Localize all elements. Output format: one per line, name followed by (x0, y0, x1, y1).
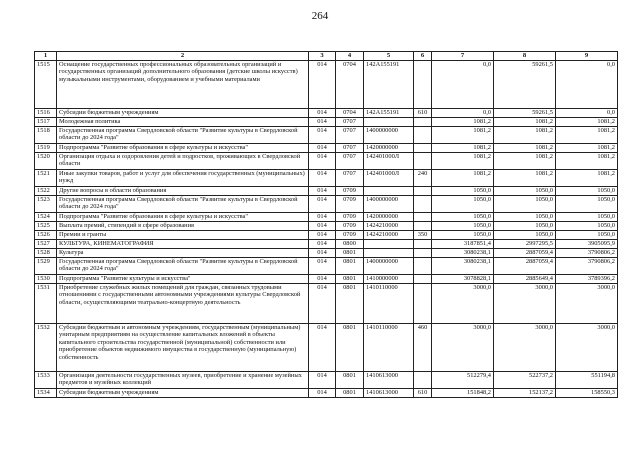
table-row (35, 284, 618, 324)
cell-name: Другие вопросы в области образования (57, 187, 309, 196)
cell-v9: 0,0 (556, 61, 618, 109)
cell-n: 1516 (35, 109, 57, 118)
cell-n: 1517 (35, 118, 57, 127)
cell-n: 1515 (35, 61, 57, 109)
cell-c6: 610 (414, 389, 432, 398)
cell-c4: 0709 (336, 231, 364, 240)
cell-name: Культура (57, 249, 309, 258)
cell-name: Иные закупки товаров, работ и услуг для обеспечения государственных (муниципальных) нужд (57, 170, 309, 187)
cell-c4: 0707 (336, 153, 364, 170)
cell-c4: 0801 (336, 389, 364, 398)
cell-n: 1519 (35, 144, 57, 153)
table-row (35, 389, 618, 398)
cell-v7: 1050,0 (432, 231, 494, 240)
cell-v7: 151848,2 (432, 389, 494, 398)
table-row (35, 240, 618, 249)
cell-c5: 1424210000 (364, 222, 414, 231)
cell-c3: 014 (309, 109, 336, 118)
cell-c6 (414, 127, 432, 144)
cell-c3: 014 (309, 222, 336, 231)
cell-v9: 1050,0 (556, 222, 618, 231)
cell-c6 (414, 284, 432, 324)
cell-v9: 1050,0 (556, 231, 618, 240)
cell-name: Субсидии бюджетным учреждениям (57, 109, 309, 118)
cell-n: 1528 (35, 249, 57, 258)
cell-c6 (414, 187, 432, 196)
cell-v7: 512279,4 (432, 372, 494, 389)
cell-v9: 3790806,2 (556, 258, 618, 275)
cell-c5: 1410613000 (364, 372, 414, 389)
table-row (35, 231, 618, 240)
column-header-9: 9 (556, 52, 618, 61)
cell-n: 1529 (35, 258, 57, 275)
column-header-5: 5 (364, 52, 414, 61)
cell-c6 (414, 61, 432, 109)
cell-c5: 1420000000 (364, 144, 414, 153)
cell-c3: 014 (309, 153, 336, 170)
cell-v8: 2997295,5 (494, 240, 556, 249)
cell-c6 (414, 372, 432, 389)
cell-v7: 1050,0 (432, 213, 494, 222)
cell-c4: 0709 (336, 187, 364, 196)
cell-c5 (364, 118, 414, 127)
cell-c5: 1424210000 (364, 231, 414, 240)
cell-v9: 3000,0 (556, 324, 618, 372)
cell-v9: 0,0 (556, 109, 618, 118)
cell-c3: 014 (309, 170, 336, 187)
table-row (35, 127, 618, 144)
cell-n: 1534 (35, 389, 57, 398)
cell-v9: 1081,2 (556, 127, 618, 144)
cell-c3: 014 (309, 231, 336, 240)
table-row (35, 213, 618, 222)
cell-v9: 1081,2 (556, 170, 618, 187)
table-row (35, 153, 618, 170)
cell-c5: 1410110000 (364, 284, 414, 324)
cell-name: КУЛЬТУРА, КИНЕМАТОГРАФИЯ (57, 240, 309, 249)
cell-v7: 3000,0 (432, 284, 494, 324)
cell-c4: 0801 (336, 284, 364, 324)
table-row (35, 61, 618, 109)
cell-n: 1531 (35, 284, 57, 324)
cell-n: 1524 (35, 213, 57, 222)
cell-v7: 3187851,4 (432, 240, 494, 249)
cell-c4: 0800 (336, 240, 364, 249)
table-row (35, 144, 618, 153)
cell-c6: 460 (414, 324, 432, 372)
cell-name: Молодежная политика (57, 118, 309, 127)
cell-c6: 610 (414, 109, 432, 118)
cell-c5 (364, 249, 414, 258)
cell-name: Приобретение служебных жилых помещений для граждан, связанных трудовыми отношениями с государственными автономными учреждениями культуры Свердловской области, осуществляющими театрально-концертную деятельность (57, 284, 309, 324)
cell-v9: 3000,0 (556, 284, 618, 324)
column-header-8: 8 (494, 52, 556, 61)
cell-c3: 014 (309, 284, 336, 324)
budget-table (34, 51, 618, 398)
cell-n: 1518 (35, 127, 57, 144)
cell-c6 (414, 249, 432, 258)
cell-c5: 142A155191 (364, 109, 414, 118)
cell-c4: 0801 (336, 258, 364, 275)
cell-name: Подпрограмма "Развитие образования в сфере культуры и искусства" (57, 213, 309, 222)
cell-c5 (364, 187, 414, 196)
cell-v8: 1050,0 (494, 213, 556, 222)
cell-v9: 3789396,2 (556, 275, 618, 284)
cell-v7: 1081,2 (432, 127, 494, 144)
cell-v7: 1081,2 (432, 144, 494, 153)
cell-v7: 1050,0 (432, 187, 494, 196)
cell-c3: 014 (309, 249, 336, 258)
cell-name: Премии и гранты (57, 231, 309, 240)
cell-n: 1521 (35, 170, 57, 187)
cell-v8: 2887059,4 (494, 249, 556, 258)
column-header-3: 3 (309, 52, 336, 61)
column-header-2: 2 (57, 52, 309, 61)
column-header-6: 6 (414, 52, 432, 61)
cell-v7: 3080238,1 (432, 258, 494, 275)
cell-c5: 1420000000 (364, 213, 414, 222)
cell-v8: 522737,2 (494, 372, 556, 389)
cell-c6 (414, 240, 432, 249)
cell-v9: 551194,8 (556, 372, 618, 389)
cell-c5 (364, 240, 414, 249)
cell-v9: 3905095,9 (556, 240, 618, 249)
cell-c6: 240 (414, 170, 432, 187)
cell-c5: 1400000000 (364, 127, 414, 144)
cell-c6 (414, 275, 432, 284)
cell-c6 (414, 196, 432, 213)
cell-v8: 59261,5 (494, 61, 556, 109)
cell-c4: 0709 (336, 213, 364, 222)
cell-v7: 3080238,1 (432, 249, 494, 258)
cell-name: Организация отдыха и оздоровления детей и подростков, проживающих в Свердловской области (57, 153, 309, 170)
cell-n: 1522 (35, 187, 57, 196)
cell-v8: 2885649,4 (494, 275, 556, 284)
cell-v8: 1081,2 (494, 127, 556, 144)
table-row (35, 275, 618, 284)
table-row (35, 249, 618, 258)
cell-n: 1525 (35, 222, 57, 231)
cell-n: 1533 (35, 372, 57, 389)
cell-name: Субсидии бюджетным и автономным учреждениям, государственным (муниципальным) унитарным предприятиям на осуществление капитальных вложений в объекты капитального строительства государственной (муниципальной) собственности или приобретение объектов недвижимого имущества в государственную (муниципальную) собственность (57, 324, 309, 372)
cell-c6 (414, 118, 432, 127)
cell-name: Подпрограмма "Развитие культуры и искусства" (57, 275, 309, 284)
cell-v9: 1050,0 (556, 196, 618, 213)
cell-v7: 3000,0 (432, 324, 494, 372)
cell-v9: 1081,2 (556, 118, 618, 127)
table-body (35, 61, 618, 398)
cell-c4: 0704 (336, 61, 364, 109)
cell-c4: 0801 (336, 249, 364, 258)
cell-c5: 1400000000 (364, 196, 414, 213)
cell-v7: 0,0 (432, 109, 494, 118)
cell-c6 (414, 258, 432, 275)
cell-name: Субсидии бюджетным учреждениям (57, 389, 309, 398)
cell-c3: 014 (309, 127, 336, 144)
cell-c4: 0704 (336, 109, 364, 118)
cell-c3: 014 (309, 61, 336, 109)
table-row (35, 258, 618, 275)
cell-v8: 1081,2 (494, 144, 556, 153)
cell-v8: 59261,5 (494, 109, 556, 118)
cell-c5: 142A155191 (364, 61, 414, 109)
cell-v9: 158550,3 (556, 389, 618, 398)
cell-c3: 014 (309, 187, 336, 196)
cell-n: 1526 (35, 231, 57, 240)
cell-n: 1530 (35, 275, 57, 284)
cell-c5: 1400000000 (364, 258, 414, 275)
table-row (35, 324, 618, 372)
cell-c3: 014 (309, 213, 336, 222)
cell-v8: 1050,0 (494, 222, 556, 231)
cell-v7: 1081,2 (432, 153, 494, 170)
cell-c5: 142401000Л (364, 170, 414, 187)
cell-c4: 0707 (336, 144, 364, 153)
page-number: 264 (311, 10, 329, 22)
cell-v9: 1050,0 (556, 213, 618, 222)
column-header-7: 7 (432, 52, 494, 61)
table-row (35, 109, 618, 118)
cell-v9: 3790806,2 (556, 249, 618, 258)
cell-c3: 014 (309, 118, 336, 127)
cell-v8: 3000,0 (494, 284, 556, 324)
cell-v8: 152137,2 (494, 389, 556, 398)
cell-v7: 1081,2 (432, 118, 494, 127)
cell-c5: 142401000Л (364, 153, 414, 170)
cell-v7: 1081,2 (432, 170, 494, 187)
cell-c4: 0709 (336, 196, 364, 213)
cell-c5: 1410000000 (364, 275, 414, 284)
cell-v8: 1081,2 (494, 153, 556, 170)
cell-v8: 2887059,4 (494, 258, 556, 275)
cell-name: Государственная программа Свердловской области "Развитие культуры в Свердловской области до 2024 года" (57, 127, 309, 144)
cell-c3: 014 (309, 258, 336, 275)
table-row (35, 196, 618, 213)
cell-c3: 014 (309, 144, 336, 153)
cell-v8: 1081,2 (494, 170, 556, 187)
cell-name: Государственная программа Свердловской области "Развитие культуры в Свердловской области до 2024 года" (57, 258, 309, 275)
table-header-row (35, 52, 618, 61)
cell-c5: 1410613000 (364, 389, 414, 398)
table-row (35, 187, 618, 196)
cell-c4: 0707 (336, 118, 364, 127)
cell-v7: 3078828,1 (432, 275, 494, 284)
cell-c4: 0801 (336, 275, 364, 284)
cell-c6 (414, 144, 432, 153)
cell-c4: 0707 (336, 170, 364, 187)
cell-name: Выплата премий, стипендий в сфере образования (57, 222, 309, 231)
cell-v8: 1050,0 (494, 187, 556, 196)
cell-c6: 350 (414, 231, 432, 240)
cell-c3: 014 (309, 389, 336, 398)
cell-c3: 014 (309, 196, 336, 213)
cell-c6 (414, 213, 432, 222)
cell-v7: 0,0 (432, 61, 494, 109)
cell-c5: 1410110000 (364, 324, 414, 372)
cell-v7: 1050,0 (432, 196, 494, 213)
cell-c6 (414, 222, 432, 231)
cell-v8: 1050,0 (494, 231, 556, 240)
cell-v9: 1081,2 (556, 153, 618, 170)
cell-c3: 014 (309, 240, 336, 249)
cell-name: Подпрограмма "Развитие образования в сфере культуры и искусства" (57, 144, 309, 153)
cell-c6 (414, 153, 432, 170)
cell-c4: 0801 (336, 372, 364, 389)
cell-name: Оснащение государственных профессиональных образовательных организаций и государственных организаций дополнительного образования (детские школы искусств) музыкальными инструментами, оборудованием и учебными материалами (57, 61, 309, 109)
cell-v8: 1050,0 (494, 196, 556, 213)
table-row (35, 170, 618, 187)
cell-c4: 0709 (336, 222, 364, 231)
cell-c4: 0801 (336, 324, 364, 372)
table-row (35, 372, 618, 389)
cell-c3: 014 (309, 324, 336, 372)
table-row (35, 118, 618, 127)
cell-v8: 1081,2 (494, 118, 556, 127)
cell-c3: 014 (309, 275, 336, 284)
cell-n: 1520 (35, 153, 57, 170)
cell-v9: 1081,2 (556, 144, 618, 153)
column-header-4: 4 (336, 52, 364, 61)
cell-name: Организация деятельности государственных музеев, приобретение и хранение музейных предметов и музейных коллекций (57, 372, 309, 389)
cell-v9: 1050,0 (556, 187, 618, 196)
cell-c3: 014 (309, 372, 336, 389)
cell-v8: 3000,0 (494, 324, 556, 372)
cell-c4: 0707 (336, 127, 364, 144)
cell-n: 1527 (35, 240, 57, 249)
cell-n: 1523 (35, 196, 57, 213)
cell-name: Государственная программа Свердловской области "Развитие культуры в Свердловской области до 2024 года" (57, 196, 309, 213)
cell-v7: 1050,0 (432, 222, 494, 231)
cell-n: 1532 (35, 324, 57, 372)
table-row (35, 222, 618, 231)
column-header-1: 1 (35, 52, 57, 61)
